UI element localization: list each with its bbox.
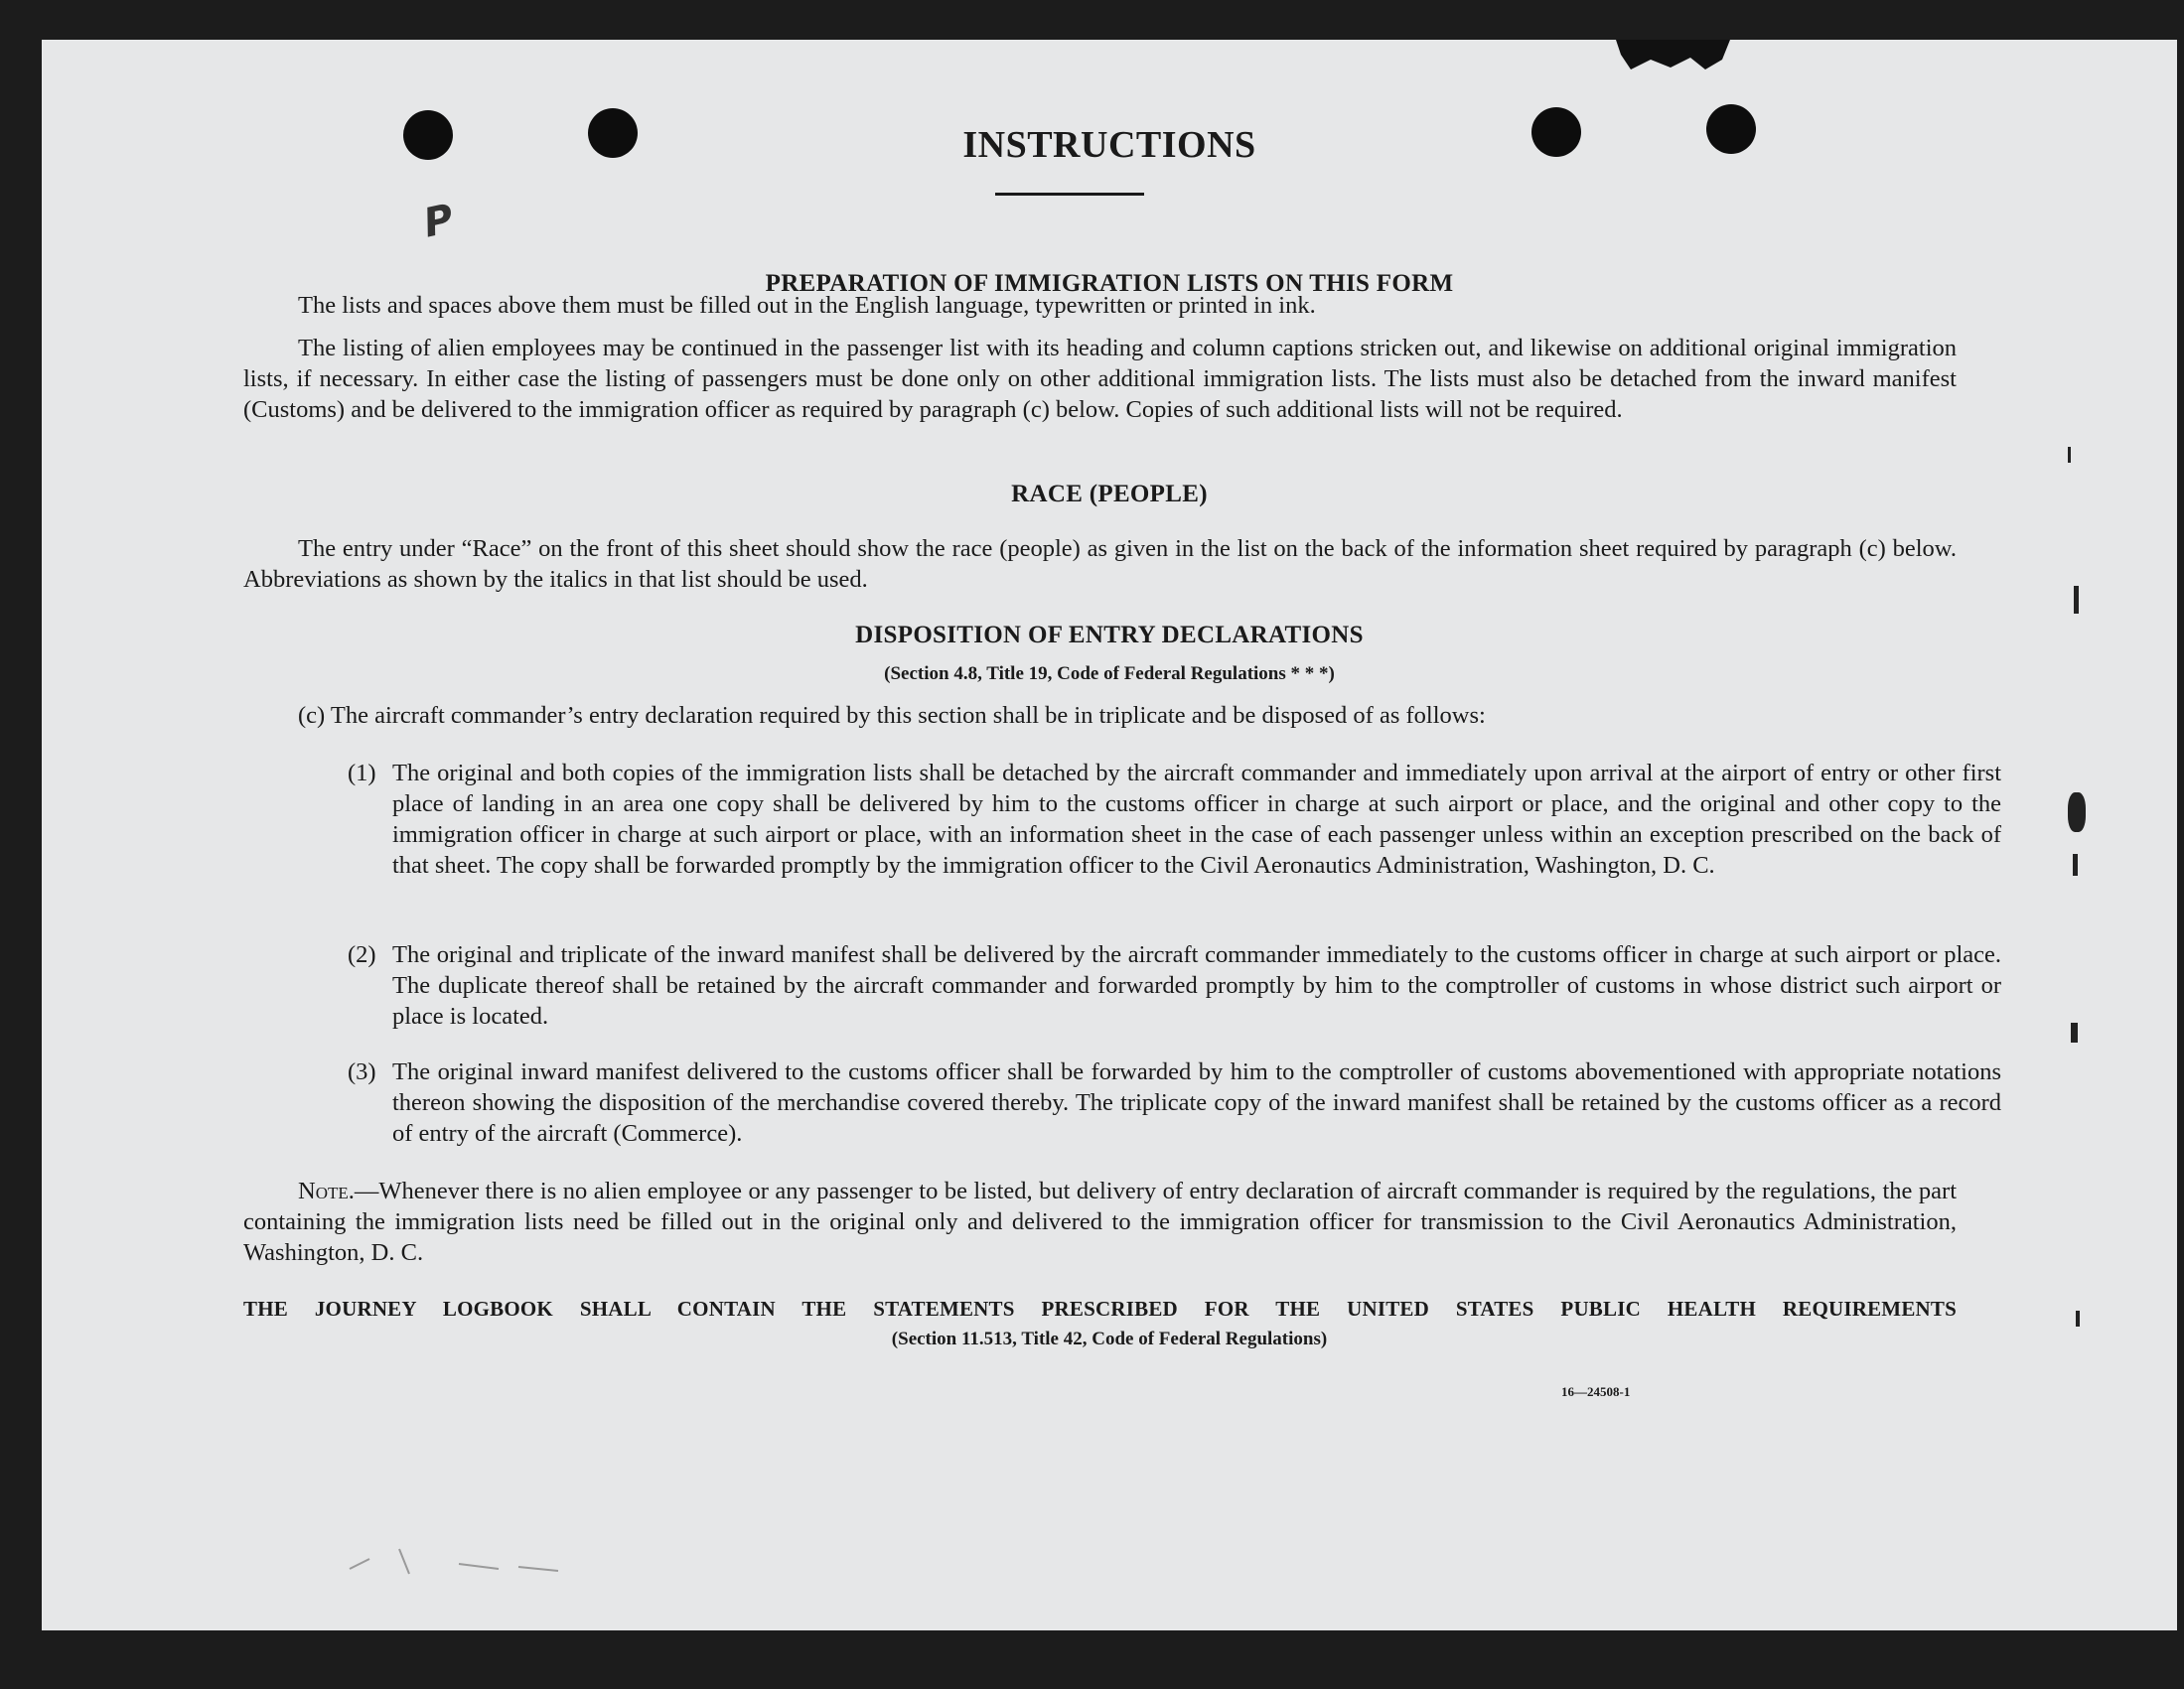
preparation-heading: PREPARATION OF IMMIGRATION LISTS ON THIS FORM <box>765 270 1454 297</box>
document-sheet <box>42 40 2177 1630</box>
disposition-note <box>243 1176 1957 1268</box>
item-number: (3) <box>348 1058 376 1085</box>
item-number: (2) <box>348 941 376 968</box>
item-number: (1) <box>348 760 376 786</box>
page-title: INSTRUCTIONS <box>962 124 1256 166</box>
edge-speck <box>2076 1311 2080 1327</box>
form-number: 16—24508-1 <box>1561 1384 1631 1399</box>
edge-speck <box>2073 854 2078 876</box>
disposition-intro: (c) The aircraft commander’s entry declaration required by this section shall be in triplicate and be disposed of as follows: <box>298 702 1486 729</box>
race-paragraph: The entry under “Race” on the front of this sheet should show the race (people) as given in the list on the back of the information sheet required by paragraph (c) below. Abbreviations as shown by the italics in that list should be used. <box>243 535 1957 593</box>
item-text: The original and both copies of the immigration lists shall be detached by the aircraft commander and immediately upon arrival at the airport of entry or other first place of landing in an area one copy shall be delivered by him to the customs officer in charge at such airport or place, and the original and other copy to the immigration officer in charge at such airport or place, with an information sheet in the case of each passenger unless within an exception prescribed on the back of that sheet. The copy shall be forwarded promptly by the immigration officer to the Civil Aeronautics Administration, Washington, D. C. <box>392 760 2001 879</box>
race-heading: RACE (PEOPLE) <box>1011 481 1208 507</box>
edge-speck <box>2074 586 2079 614</box>
title-rule <box>995 193 1144 196</box>
disposition-item-2 <box>348 939 2001 1032</box>
preparation-paragraph-1: The lists and spaces above them must be filled out in the English language, typewritten or printed in ink. <box>298 292 1316 319</box>
note-label: Note. <box>298 1178 355 1204</box>
logbook-citation: (Section 11.513, Title 42, Code of Federal Regulations) <box>891 1329 1328 1349</box>
edge-speck <box>2071 1023 2078 1043</box>
faint-marks <box>340 1529 598 1589</box>
disposition-item-1 <box>348 758 2001 881</box>
handwritten-initials: P <box>419 196 458 247</box>
note-text: —Whenever there is no alien employee or any passenger to be listed, but delivery of entry declaration of aircraft commander is required by the regulations, the part containing the immigration lists need be filled out in the original only and delivered to the immigration officer for transmission to the Civil Aeronautics Administration, Washington, D. C. <box>243 1178 1957 1266</box>
disposition-heading: DISPOSITION OF ENTRY DECLARATIONS <box>855 622 1364 648</box>
logbook-requirement: THE JOURNEY LOGBOOK SHALL CONTAIN THE STATEMENTS PRESCRIBED FOR THE UNITED STATES PUBLIC HEALTH REQUIREMENTS <box>243 1297 1957 1321</box>
disposition-citation: (Section 4.8, Title 19, Code of Federal Regulations * * *) <box>884 663 1335 684</box>
edge-speck <box>2068 447 2071 463</box>
disposition-item-3 <box>348 1056 2001 1149</box>
preparation-paragraph-2: The listing of alien employees may be continued in the passenger list with its heading and column captions stricken out, and likewise on additional original immigration lists, if necessary. In either case the listing of passengers must be done only on other additional immigration lists. The lists must also be detached from the inward manifest (Customs) and be delivered to the immigration officer as required by paragraph (c) below. Copies of such additional lists will not be required. <box>243 335 1957 423</box>
torn-edge-mark <box>1611 40 1740 99</box>
edge-speck <box>2068 792 2086 832</box>
item-text: The original and triplicate of the inward manifest shall be delivered by the aircraft commander immediately to the customs officer in charge at such airport or place. The duplicate thereof shall be retained by the aircraft commander and forwarded promptly by him to the comptroller of customs in whose district such airport or place is located. <box>392 941 2001 1030</box>
item-text: The original inward manifest delivered to the customs officer shall be forwarded by him to the comptroller of customs abovementioned with appropriate notations thereon showing the disposition of the merchandise covered thereby. The triplicate copy of the inward manifest shall be retained by the customs officer as a record of entry of the aircraft (Commerce). <box>392 1058 2001 1147</box>
